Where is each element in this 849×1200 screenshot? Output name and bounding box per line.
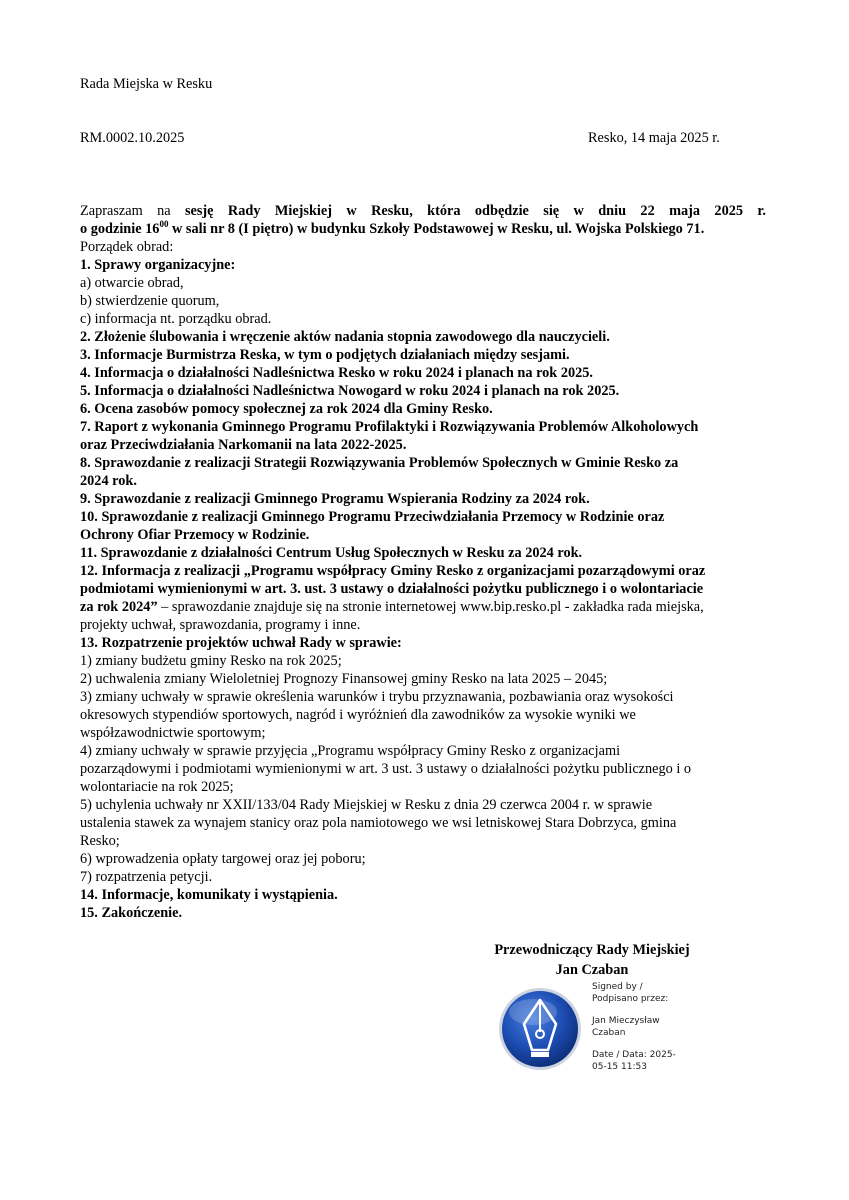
resolution-item-cont: ustalenia stawek za wynajem stanicy oraz pola namiotowego we wsi letniskowej Stara Dobrzyca, gmina bbox=[80, 815, 677, 831]
resolution-item: 4) zmiany uchwały w sprawie przyjęcia „Programu współpracy Gminy Resko z organizacjami bbox=[80, 743, 621, 759]
agenda-item-cont: podmiotami wymienionymi w art. 3. ust. 3 ustawy o działalności pożytku publicznego i o wolontariacie bbox=[80, 581, 704, 597]
agenda-subitem: c) informacja nt. porządku obrad. bbox=[80, 311, 272, 327]
digital-signature-stamp bbox=[497, 982, 697, 1086]
agenda-subitem: b) stwierdzenie quorum, bbox=[80, 293, 220, 309]
agenda-item: 1. Sprawy organizacyjne: bbox=[80, 257, 236, 273]
agenda-item: 8. Sprawozdanie z realizacji Strategii Rozwiązywania Problemów Społecznych w Gminie Resko za bbox=[80, 455, 679, 471]
agenda-item-cont: Ochrony Ofiar Przemocy w Rodzinie. bbox=[80, 527, 310, 543]
agenda-item: 14. Informacje, komunikaty i wystąpienia. bbox=[80, 887, 338, 903]
agenda-item: 9. Sprawozdanie z realizacji Gminnego Programu Wspierania Rodziny za 2024 rok. bbox=[80, 491, 590, 507]
agenda-label: Porządek obrad: bbox=[80, 239, 174, 255]
resolution-item-cont: wolontariacie na rok 2025; bbox=[80, 779, 234, 795]
resolution-item-cont: współzawodnictwie sportowym; bbox=[80, 725, 266, 741]
pen-nib-icon bbox=[497, 986, 583, 1072]
resolution-item: 2) uchwalenia zmiany Wieloletniej Prognozy Finansowej gminy Resko na lata 2025 – 2045; bbox=[80, 671, 608, 687]
organization-name: Rada Miejska w Resku bbox=[80, 76, 213, 92]
intro-line-2: o godzinie $16^{00}$ w sali nr 8 (I piętro) w budynku Szkoły Podstawowej w Resku, ul. Wojska Polskiego 71. bbox=[80, 219, 705, 237]
resolution-item: 6) wprowadzenia opłaty targowej oraz jej poboru; bbox=[80, 851, 366, 867]
agenda-item-cont: oraz Przeciwdziałania Narkomanii na lata 2022-2025. bbox=[80, 437, 407, 453]
agenda-item: 11. Sprawozdanie z działalności Centrum Usług Społecznych w Resku za 2024 rok. bbox=[80, 545, 583, 561]
agenda-item: 6. Ocena zasobów pomocy społecznej za rok 2024 dla Gminy Resko. bbox=[80, 401, 493, 417]
agenda-item: 10. Sprawozdanie z realizacji Gminnego Programu Przeciwdziałania Przemocy w Rodzinie oraz bbox=[80, 509, 665, 525]
agenda-item: 13. Rozpatrzenie projektów uchwał Rady w sprawie: bbox=[80, 635, 402, 651]
agenda-item: 4. Informacja o działalności Nadleśnictwa Resko w roku 2024 i planach na rok 2025. bbox=[80, 365, 594, 381]
stamp-details: Signed by / Podpisano przez: Jan Mieczysław Czaban Date / Data: 2025- 05-15 11:53 bbox=[592, 982, 676, 1072]
agenda-item: 5. Informacja o działalności Nadleśnictwa Nowogard w roku 2024 i planach na rok 2025. bbox=[80, 383, 620, 399]
resolution-item: 1) zmiany budżetu gminy Resko na rok 2025; bbox=[80, 653, 342, 669]
agenda-item: 3. Informacje Burmistrza Reska, w tym o podjętych działaniach między sesjami. bbox=[80, 347, 570, 363]
resolution-item-cont: Resko; bbox=[80, 833, 120, 849]
reference-number: RM.0002.10.2025 bbox=[80, 130, 185, 146]
document-date: Resko, 14 maja 2025 r. bbox=[588, 130, 720, 146]
invitation-body bbox=[80, 202, 766, 922]
intro-line-1: Zapraszam na sesję Rady Miejskiej w Resku, która odbędzie się w dniu 22 maja 2025 r. bbox=[80, 203, 766, 219]
agenda-item: 2. Złożenie ślubowania i wręczenie aktów nadania stopnia zawodowego dla nauczycieli. bbox=[80, 329, 610, 345]
agenda-item-cont: za rok 2024” – sprawozdanie znajduje się na stronie internetowej www.bip.resko.pl - zakładka rada miejska, bbox=[80, 599, 704, 615]
signatory-name: Jan Czaban bbox=[555, 962, 629, 978]
signatory-title: Przewodniczący Rady Miejskiej bbox=[494, 942, 690, 958]
agenda-item: 15. Zakończenie. bbox=[80, 905, 183, 921]
agenda-subitem: a) otwarcie obrad, bbox=[80, 275, 184, 291]
resolution-item: 3) zmiany uchwały w sprawie określenia warunków i trybu przyznawania, pozbawiania oraz wysokości bbox=[80, 689, 674, 705]
resolution-item-cont: okresowych stypendiów sportowych, nagród i wyróżnień dla zawodników za wysokie wyniki we bbox=[80, 707, 636, 723]
resolution-item: 5) uchylenia uchwały nr XXII/133/04 Rady Miejskiej w Resku z dnia 29 czerwca 2004 r. w sprawie bbox=[80, 797, 653, 813]
agenda-item: 12. Informacja z realizacji „Programu współpracy Gminy Resko z organizacjami pozarządowymi oraz bbox=[80, 563, 706, 579]
resolution-item-cont: pozarządowymi i podmiotami wymienionymi w art. 3 ust. 3 ustawy o działalności pożytku publicznego i o bbox=[80, 761, 692, 777]
agenda-item: 7. Raport z wykonania Gminnego Programu Profilaktyki i Rozwiązywania Problemów Alkoholowych bbox=[80, 419, 699, 435]
agenda-item-cont: projekty uchwał, sprawozdania, programy i inne. bbox=[80, 617, 361, 633]
agenda-item-cont: 2024 rok. bbox=[80, 473, 137, 489]
resolution-item: 7) rozpatrzenia petycji. bbox=[80, 869, 213, 885]
